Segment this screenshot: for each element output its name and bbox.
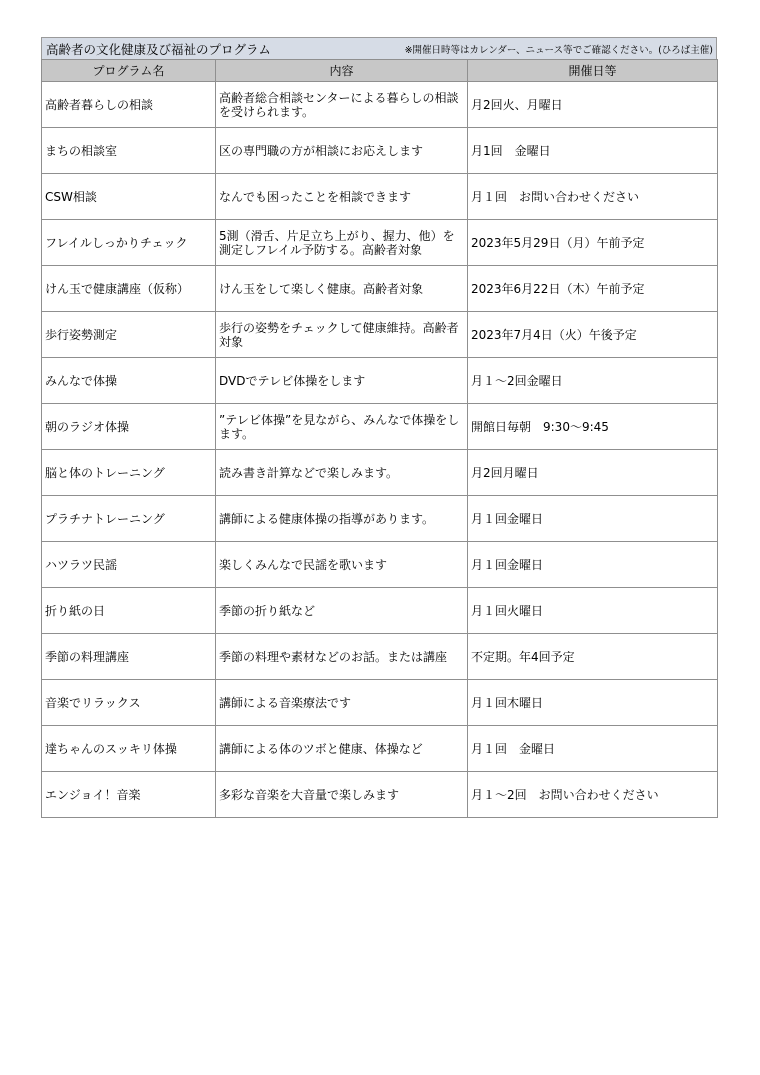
program-name-cell: CSW相談 [42, 174, 216, 220]
program-name-cell: 音楽でリラックス [42, 680, 216, 726]
program-schedule-cell: 月１回金曜日 [468, 496, 718, 542]
program-schedule-cell: 月１～2回 お問い合わせください [468, 772, 718, 818]
program-schedule-cell: 開館日毎朝 9:30～9:45 [468, 404, 718, 450]
program-content-cell: 季節の料理や素材などのお話。または講座 [216, 634, 468, 680]
table-row [42, 220, 718, 266]
program-content-cell: 楽しくみんなで民謡を歌います [216, 542, 468, 588]
program-name-cell: 朝のラジオ体操 [42, 404, 216, 450]
column-header-content: 内容 [216, 60, 468, 82]
page-title: 高齢者の文化健康及び福祉のプログラム [46, 41, 271, 57]
table-row [42, 496, 718, 542]
program-name-cell: 脳と体のトレーニング [42, 450, 216, 496]
program-name-cell: 高齢者暮らしの相談 [42, 82, 216, 128]
program-content-cell: 講師による音楽療法です [216, 680, 468, 726]
program-content-cell: 季節の折り紙など [216, 588, 468, 634]
program-schedule-cell: 月１～2回金曜日 [468, 358, 718, 404]
table-row [42, 266, 718, 312]
header-note: ※開催日時等はカレンダー、ニュース等でご確認ください。(ひろば主催) [404, 44, 713, 56]
program-content-cell: 多彩な音楽を大音量で楽しみます [216, 772, 468, 818]
table-row [42, 542, 718, 588]
program-content-cell: 高齢者総合相談センターによる暮らしの相談を受けられます。 [216, 82, 468, 128]
program-content-cell: 歩行の姿勢をチェックして健康維持。高齢者対象 [216, 312, 468, 358]
program-content-cell: 講師による体のツボと健康、体操など [216, 726, 468, 772]
table-row [42, 128, 718, 174]
program-name-cell: プラチナトレーニング [42, 496, 216, 542]
program-name-cell: 歩行姿勢測定 [42, 312, 216, 358]
program-name-cell: けん玉で健康講座（仮称） [42, 266, 216, 312]
program-schedule-cell: 2023年5月29日（月）午前予定 [468, 220, 718, 266]
program-name-cell: 折り紙の日 [42, 588, 216, 634]
table-row [42, 680, 718, 726]
program-sheet [41, 37, 717, 818]
program-name-cell: 季節の料理講座 [42, 634, 216, 680]
program-schedule-cell: 月１回木曜日 [468, 680, 718, 726]
program-name-cell: みんなで体操 [42, 358, 216, 404]
program-schedule-cell: 2023年6月22日（木）午前予定 [468, 266, 718, 312]
table-row [42, 588, 718, 634]
program-schedule-cell: 月１回 お問い合わせください [468, 174, 718, 220]
program-content-cell: DVDでテレビ体操をします [216, 358, 468, 404]
program-name-cell: まちの相談室 [42, 128, 216, 174]
program-content-cell: 区の専門職の方が相談にお応えします [216, 128, 468, 174]
table-header-row [42, 60, 718, 82]
program-schedule-cell: 月1回 金曜日 [468, 128, 718, 174]
program-content-cell: 5測（滑舌、片足立ち上がり、握力、他）を測定しフレイル予防する。高齢者対象 [216, 220, 468, 266]
table-row [42, 772, 718, 818]
program-schedule-cell: 月１回金曜日 [468, 542, 718, 588]
program-content-cell: なんでも困ったことを相談できます [216, 174, 468, 220]
program-name-cell: ハツラツ民謡 [42, 542, 216, 588]
table-row [42, 174, 718, 220]
column-header-schedule: 開催日等 [468, 60, 718, 82]
program-name-cell: フレイルしっかりチェック [42, 220, 216, 266]
table-row [42, 82, 718, 128]
program-name-cell: エンジョイ！音楽 [42, 772, 216, 818]
program-schedule-cell: 月１回火曜日 [468, 588, 718, 634]
program-name-cell: 達ちゃんのスッキリ体操 [42, 726, 216, 772]
column-header-name: プログラム名 [42, 60, 216, 82]
program-content-cell: けん玉をして楽しく健康。高齢者対象 [216, 266, 468, 312]
table-row [42, 312, 718, 358]
program-table [41, 59, 718, 818]
table-row [42, 726, 718, 772]
title-bar [41, 37, 717, 59]
program-content-cell: 講師による健康体操の指導があります。 [216, 496, 468, 542]
table-body [42, 82, 718, 818]
program-schedule-cell: 2023年7月4日（火）午後予定 [468, 312, 718, 358]
table-row [42, 358, 718, 404]
program-content-cell: ”テレビ体操”を見ながら、みんなで体操をします。 [216, 404, 468, 450]
table-row [42, 450, 718, 496]
program-schedule-cell: 月2回月曜日 [468, 450, 718, 496]
program-schedule-cell: 不定期。年4回予定 [468, 634, 718, 680]
program-schedule-cell: 月１回 金曜日 [468, 726, 718, 772]
table-row [42, 404, 718, 450]
program-schedule-cell: 月2回火、月曜日 [468, 82, 718, 128]
table-row [42, 634, 718, 680]
program-content-cell: 読み書き計算などで楽しみます。 [216, 450, 468, 496]
